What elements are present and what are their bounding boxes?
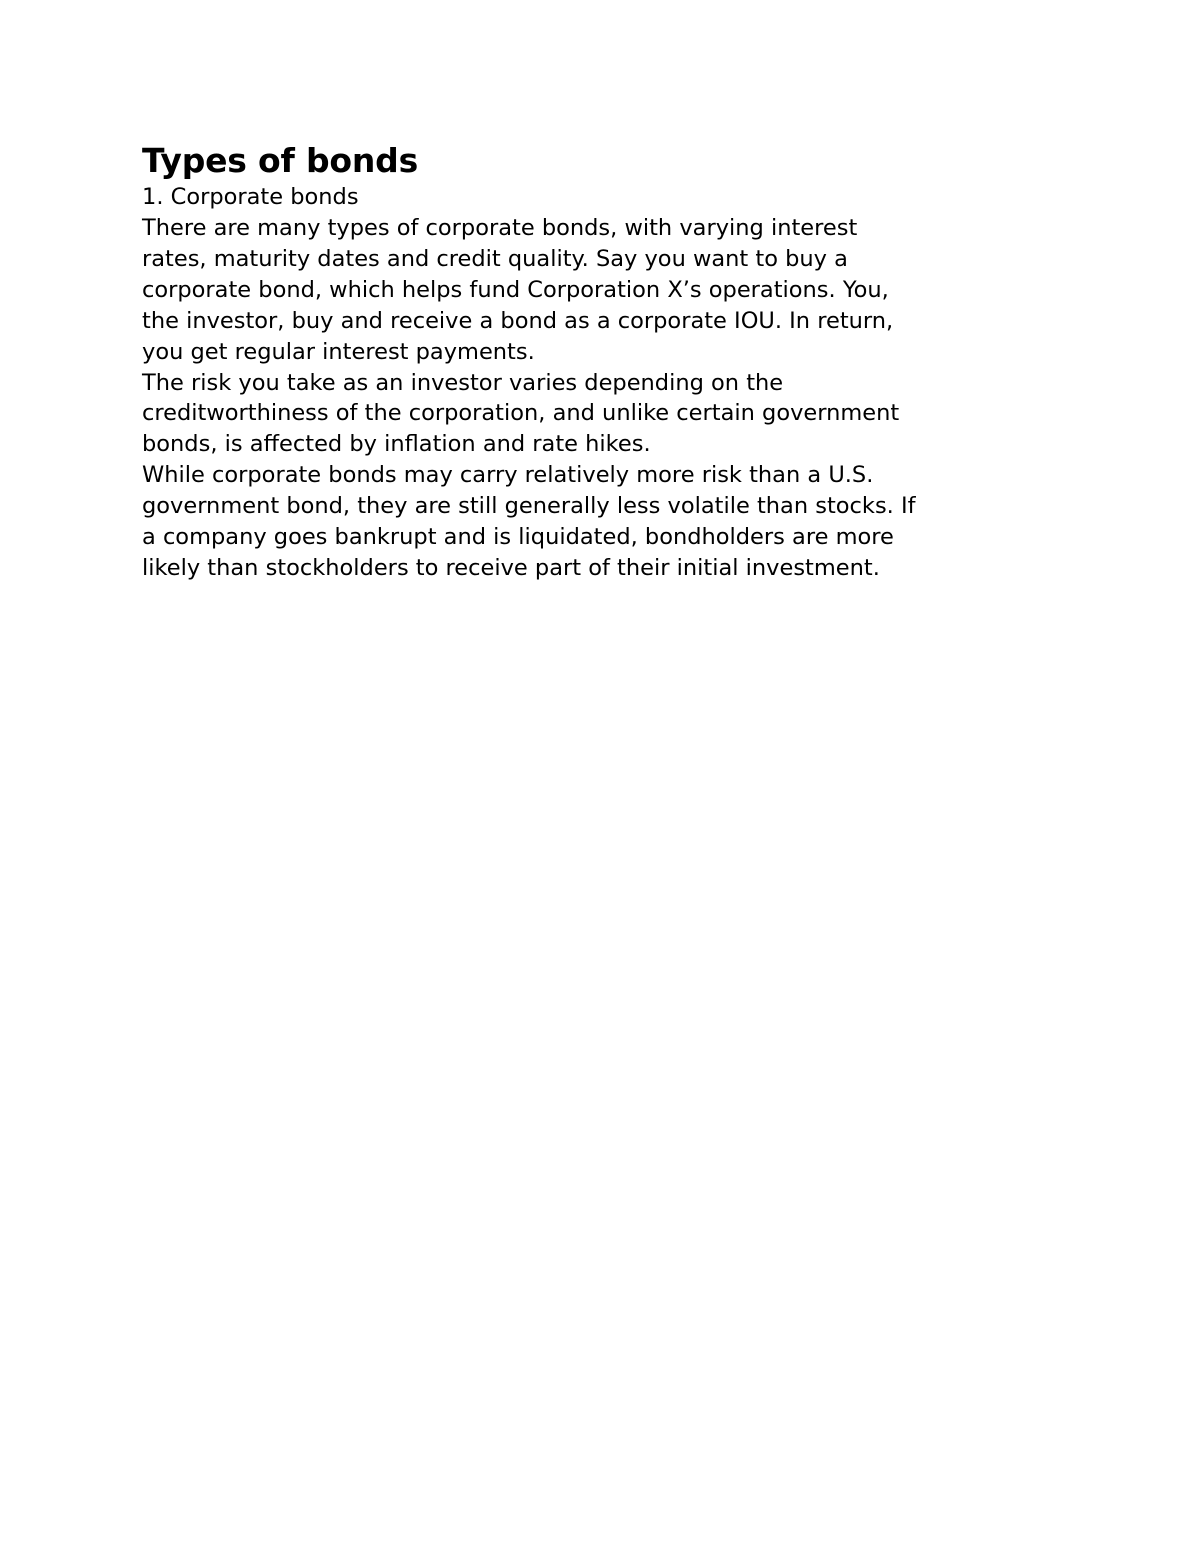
paragraph-1 (142, 213, 1072, 368)
paragraph-line: The risk you take as an investor varies depending on the (142, 369, 784, 396)
paragraph-line: creditworthiness of the corporation, and unlike certain government (142, 400, 900, 427)
document-title: Types of bonds (142, 141, 419, 180)
paragraph-line: you get regular interest payments. (142, 338, 535, 365)
document-body (142, 140, 1072, 584)
section-heading: 1. Corporate bonds (142, 184, 359, 210)
paragraph-line: government bond, they are still generally less volatile than stocks. If (142, 493, 916, 520)
paragraph-line: rates, maturity dates and credit quality. Say you want to buy a (142, 245, 848, 272)
paragraph-2 (142, 368, 1072, 461)
paragraph-line: likely than stockholders to receive part of their initial investment. (142, 554, 880, 581)
paragraph-line: While corporate bonds may carry relatively more risk than a U.S. (142, 462, 874, 489)
paragraph-line: a company goes bankrupt and is liquidated, bondholders are more (142, 524, 894, 551)
paragraph-line: the investor, buy and receive a bond as a corporate IOU. In return, (142, 307, 894, 334)
paragraph-line: corporate bond, which helps fund Corporation X’s operations. You, (142, 276, 889, 303)
paragraph-3 (142, 460, 1072, 584)
paragraph-line: There are many types of corporate bonds, with varying interest (142, 215, 858, 241)
paragraph-line: bonds, is affected by inflation and rate hikes. (142, 431, 651, 458)
